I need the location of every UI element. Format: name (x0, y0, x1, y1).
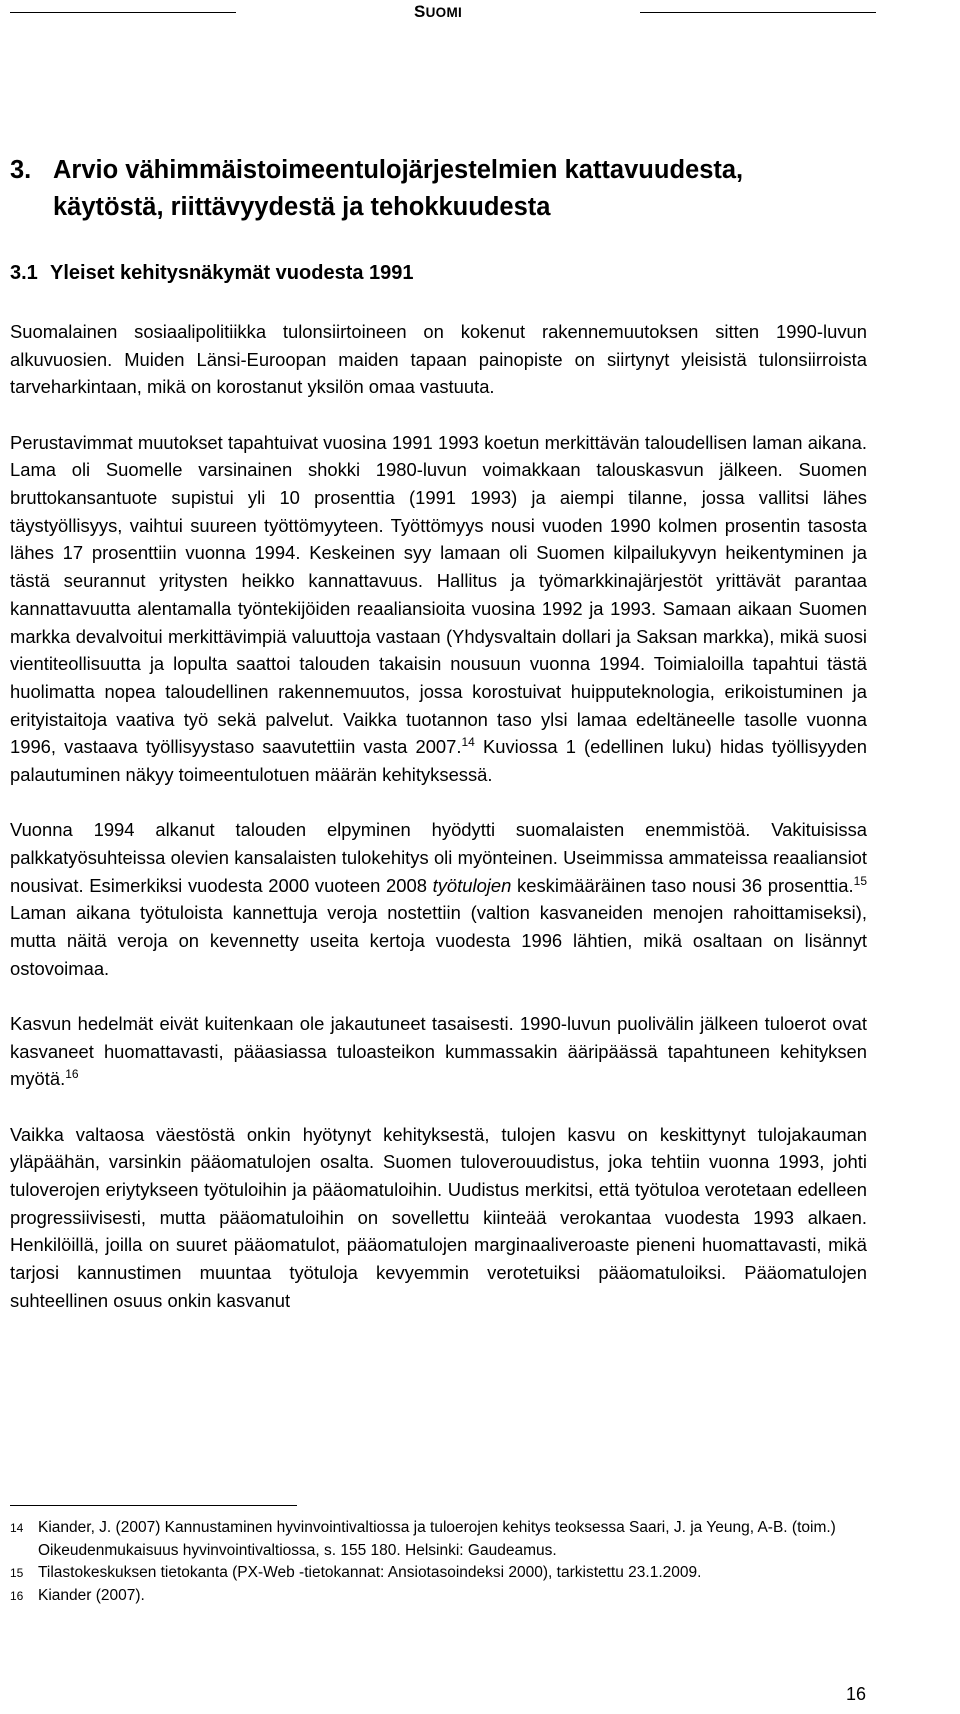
section-title (10, 262, 414, 285)
chapter-title (10, 152, 880, 226)
body-text (10, 318, 867, 1342)
footnote-ref-15[interactable]: 15 (853, 873, 868, 888)
section-number: 3.1 (10, 262, 38, 284)
paragraph-2-text-b: Kuviossa 1 (edellinen luku) hidas työllisyyden palautuminen näkyy toimeentulotuen määrän kehityksessä. (10, 736, 867, 786)
paragraph-2-text-a: Perustavimmat muutokset tapahtuivat vuosina 1991 1993 koetun merkittävän taloudellisen laman aikana. Lama oli Suomelle varsinainen shokki 1980-luvun voimakkaan talouskasvun jälkeen. Suomen bruttokansantuote supistui yli 10 prosenttia (1991 1993) ja aiempi tilanne, jossa vallitsi lähes täystyöllisyys, vaihtui suureen työttömyyteen. Työttömyys nousi vuoden 1990 kolmen prosentin tasosta lähes 17 prosenttiin vuonna 1994. Keskeinen syy lamaan oli Suomen kilpailukyvyn heikentyminen ja tästä seurannut yritysten heikko kannattavuus. Hallitus ja työmarkkinajärjestöt yrittävät parantaa kannattavuutta alentamalla työntekijöiden reaaliansioita vuosina 1992 ja 1993. Samaan aikaan Suomen markka devalvoitui merkittävimpiä valuuttoja vastaan (Yhdysvaltain dollari ja Saksan markka), mikä suosi vientiteollisuutta ja lopulta saattoi talouden takaisin nousuun vuonna 1994. Toimialoilla tapahtui tästä huolimatta nopea taloudellinen rakennemuutos, jossa korostuivat huipputeknologia, erikoistuminen ja erityistaitoja vaativa työ sekä palvelut. Vaikka tuotannon taso ylsi lamaa edeltäneelle tasolle vuonna 1996, vastaava työllisyystaso saavutettiin vasta 2007. (10, 431, 867, 758)
paragraph-4-text: Kasvun hedelmät eivät kuitenkaan ole jakautuneet tasaisesti. 1990-luvun puolivälin jälkeen tuloerot ovat kasvaneet huomattavasti, pääasiassa tuloasteikon kummassakin ääripäässä tapahtuneen kehityksen myötä. (10, 1012, 867, 1090)
paragraph-3 (10, 816, 867, 982)
footnote-15 (10, 1562, 870, 1585)
paragraph-4 (10, 1010, 867, 1093)
paragraph-1: Suomalainen sosiaalipolitiikka tulonsiirtoineen on kokenut rakennemuutoksen sitten 1990-luvun alkuvuosien. Muiden Länsi-Euroopan maiden tapaan painopiste on siirtynyt yleisistä tulonsiirroista tarveharkintaan, mikä on korostanut yksilön omaa vastuuta. (10, 321, 867, 398)
paragraph-3-text-b: keskimääräinen taso nousi 36 prosenttia. (511, 874, 854, 896)
paragraph-3-text-a: Vuonna 1994 alkanut talouden elpyminen hyödytti suomalaisten enemmistöä. Vakituisissa palkkatyösuhteissa olevien kansalaisten tulokehitys oli myönteinen. Useimmissa ammateissa reaaliansiot nousivat. Esimerkiksi vuodesta 2000 vuoteen 2008 (10, 819, 867, 896)
footnote-ref-14[interactable]: 14 (461, 735, 475, 750)
paragraph-3-text-c: Laman aikana työtuloista kannettuja veroja nostettiin (valtion kasvaneiden menojen rahoittamiseksi), mutta näitä veroja on kevennetty useita kertoja vuodesta 1996 lähtien, mikä osaltaan on lisännyt ostovoimaa. (10, 902, 867, 979)
footnote-text: Kiander (2007). (38, 1586, 145, 1604)
footnote-separator (10, 1505, 297, 1506)
chapter-number: 3. (10, 156, 32, 184)
chapter-title-line1: Arvio vähimmäistoimeentulojärjestelmien kattavuudesta, (53, 156, 744, 184)
paragraph-3-emphasis: työtulojen (432, 874, 512, 896)
section-title-text: Yleiset kehitysnäkymät vuodesta 1991 (50, 262, 414, 284)
running-header-rest: UOMI (425, 5, 463, 20)
paragraph-5: Vaikka valtaosa väestöstä onkin hyötynyt kehityksestä, tulojen kasvu on keskittynyt tulojakauman yläpäähän, varsinkin pääomatulojen osalta. Suomen tuloverouudistus, joka tehtiin vuonna 1993, johti tuloverojen eriytykseen työtuloihin ja pääomatuloihin. Uudistus merkitsi, että työtuloa verotetaan edelleen progressiivisesti, mutta pääomatuloihin on sovellettu kiinteää verokantaa vuodesta 1993 alkaen. Henkilöillä, joilla on suuret pääomatulot, pääomatulojen marginaaliveroaste pieneni huomattavasti, mikä tarjosi kannustimen muuntaa työtuloja kevyemmin verotetuiksi pääomatuloiksi. Pääomatulojen suhteellinen osuus onkin kasvanut (10, 1123, 867, 1311)
footnote-16 (10, 1585, 870, 1608)
footnote-text: Tilastokeskuksen tietokanta (PX-Web -tietokannat: Ansiotasoindeksi 2000), tarkistettu 23.1.2009. (38, 1564, 702, 1581)
paragraph-2 (10, 429, 867, 789)
footnotes (10, 1517, 870, 1607)
running-header-initial: S (413, 2, 426, 21)
footnote-mark: 15 (10, 1566, 24, 1580)
header-rule-right (640, 12, 876, 13)
footnote-mark: 14 (10, 1521, 24, 1535)
footnote-14 (10, 1517, 870, 1562)
footnote-mark: 16 (10, 1588, 24, 1603)
footnote-text: Kiander, J. (2007) Kannustaminen hyvinvointivaltiossa ja tuloerojen kehitys teoksessa Saari, J. ja Yeung, A-B. (toim.) Oikeudenmukaisuus hyvinvointivaltiossa, s. 155 180. Helsinki: Gaudeamus. (38, 1519, 836, 1559)
page-number: 16 (845, 1684, 866, 1704)
footnote-ref-16[interactable]: 16 (65, 1067, 79, 1082)
chapter-title-line2: käytöstä, riittävyydestä ja tehokkuudesta (53, 193, 551, 221)
